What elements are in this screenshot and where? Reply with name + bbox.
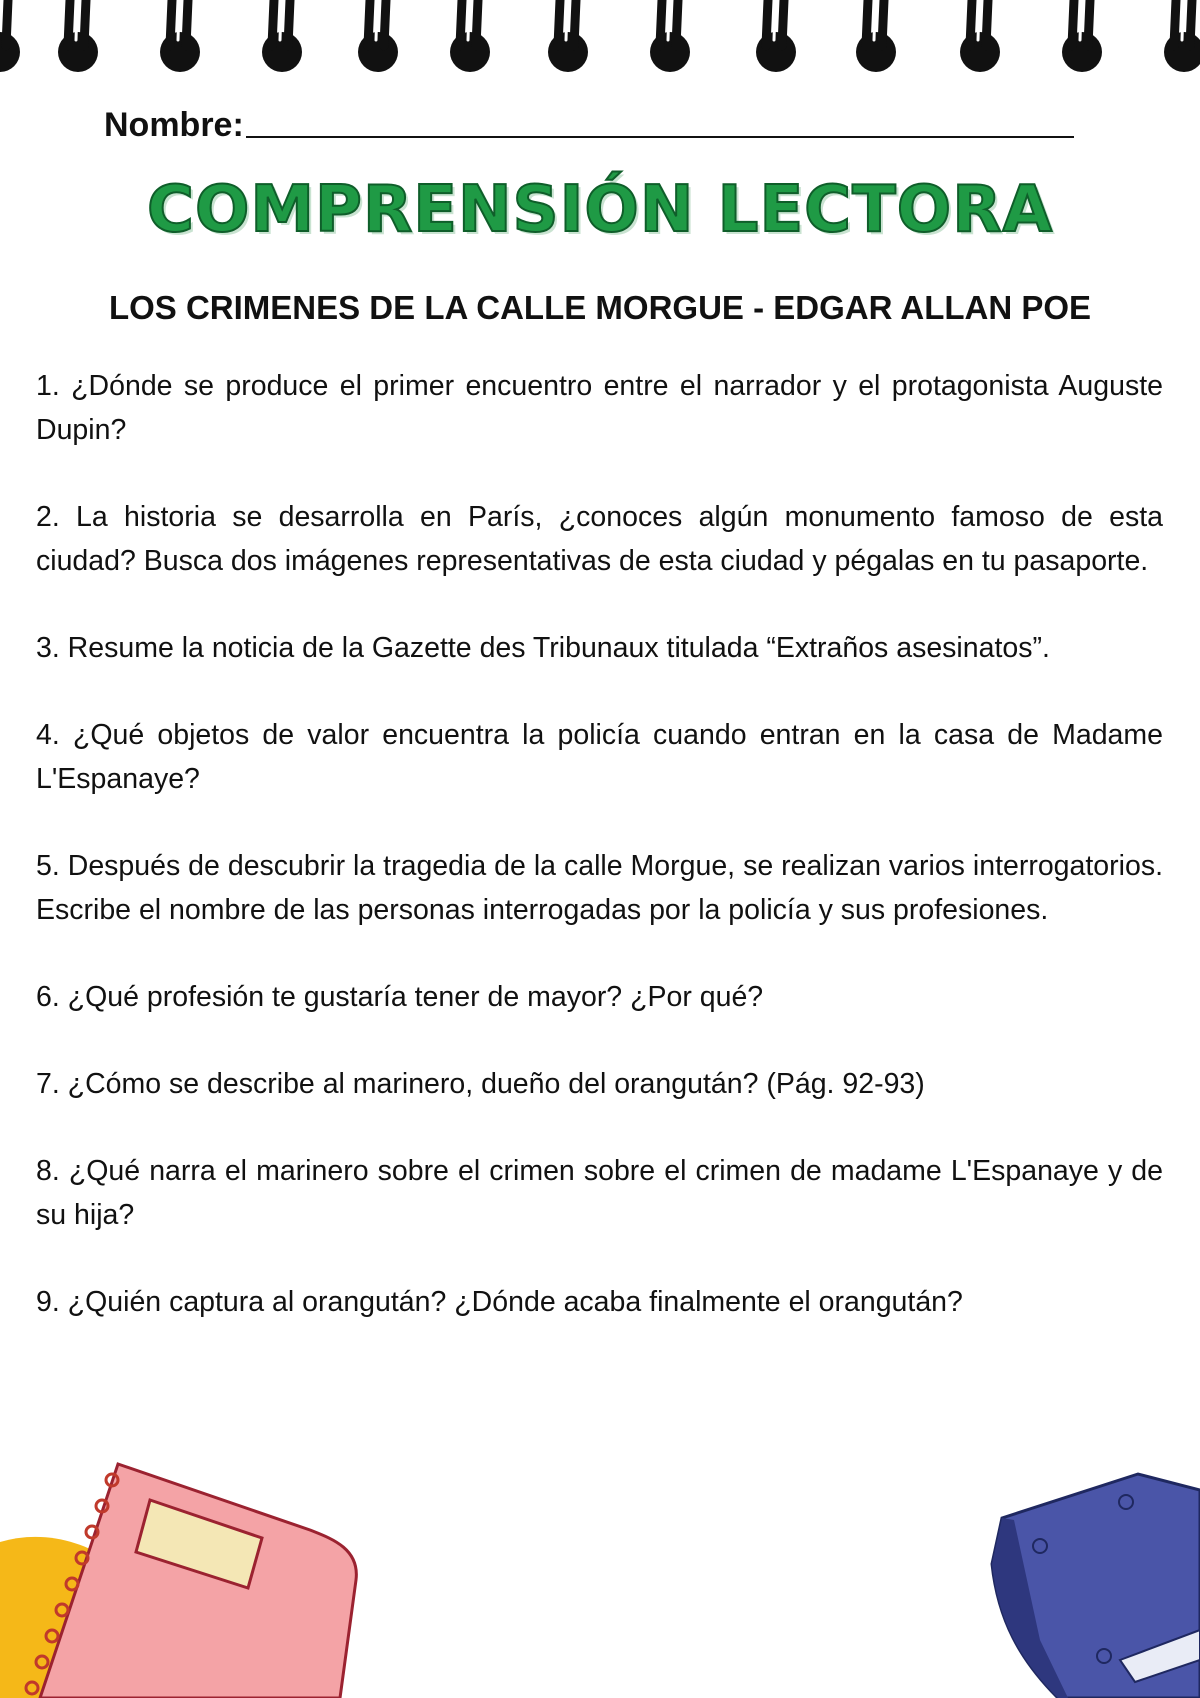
subtitle: LOS CRIMENES DE LA CALLE MORGUE - EDGAR ALLAN POE bbox=[108, 289, 1092, 326]
decoration-layer bbox=[0, 1460, 1200, 1698]
question-1: 1. ¿Dónde se produce el primer encuentro entre el narrador y el protagonista Auguste Dupin? bbox=[36, 370, 1163, 446]
question-5: 5. Después de descubrir la tragedia de la calle Morgue, se realizan varios interrogatorios. Escribe el nombre de las personas interrogadas por la policía y sus profesiones. bbox=[36, 850, 1163, 926]
question-3: 3. Resume la noticia de la Gazette des Tribunaux titulada “Extraños asesinatos”. bbox=[36, 632, 1050, 664]
question-6: 6. ¿Qué profesión te gustaría tener de mayor? ¿Por qué? bbox=[36, 981, 764, 1013]
spiral-ring-icon bbox=[1062, 0, 1102, 72]
notebook-icon bbox=[26, 1464, 356, 1698]
spiral-ring-icon bbox=[358, 0, 398, 72]
spiral-ring-icon bbox=[1164, 0, 1200, 72]
spiral-ring-icon bbox=[58, 0, 98, 72]
spiral-ring-icon bbox=[160, 0, 200, 72]
spiral-ring-icon bbox=[262, 0, 302, 72]
name-field[interactable] bbox=[246, 135, 1074, 138]
spiral-ring-icon bbox=[756, 0, 796, 72]
book-icon bbox=[992, 1474, 1200, 1698]
spiral-ring-icon bbox=[0, 0, 20, 72]
spiral-ring-icon bbox=[450, 0, 490, 72]
spiral-ring-icon bbox=[548, 0, 588, 72]
spiral-ring-icon bbox=[856, 0, 896, 72]
spiral-ring-icon bbox=[650, 0, 690, 72]
name-line bbox=[104, 100, 1074, 142]
main-title: COMPRENSIÓN LECTORA bbox=[146, 173, 1054, 247]
question-7: 7. ¿Cómo se describe al marinero, dueño del orangután? (Pág. 92-93) bbox=[36, 1068, 925, 1100]
question-9: 9. ¿Quién captura al orangután? ¿Dónde acaba finalmente el orangután? bbox=[36, 1286, 963, 1318]
question-list bbox=[36, 364, 1163, 1367]
question-4: 4. ¿Qué objetos de valor encuentra la policía cuando entran en la casa de Madame L'Espanaye? bbox=[36, 719, 1163, 795]
question-8: 8. ¿Qué narra el marinero sobre el crimen sobre el crimen de madame L'Espanaye y de su hija? bbox=[36, 1155, 1163, 1231]
question-2: 2. La historia se desarrolla en París, ¿conoces algún monumento famoso de esta ciudad? Busca dos imágenes representativas de esta ciudad y pégalas en tu pasaporte. bbox=[36, 501, 1163, 577]
name-label: Nombre: bbox=[104, 106, 244, 144]
spiral-ring-icon bbox=[960, 0, 1000, 72]
spiral-binding bbox=[0, 0, 1200, 90]
